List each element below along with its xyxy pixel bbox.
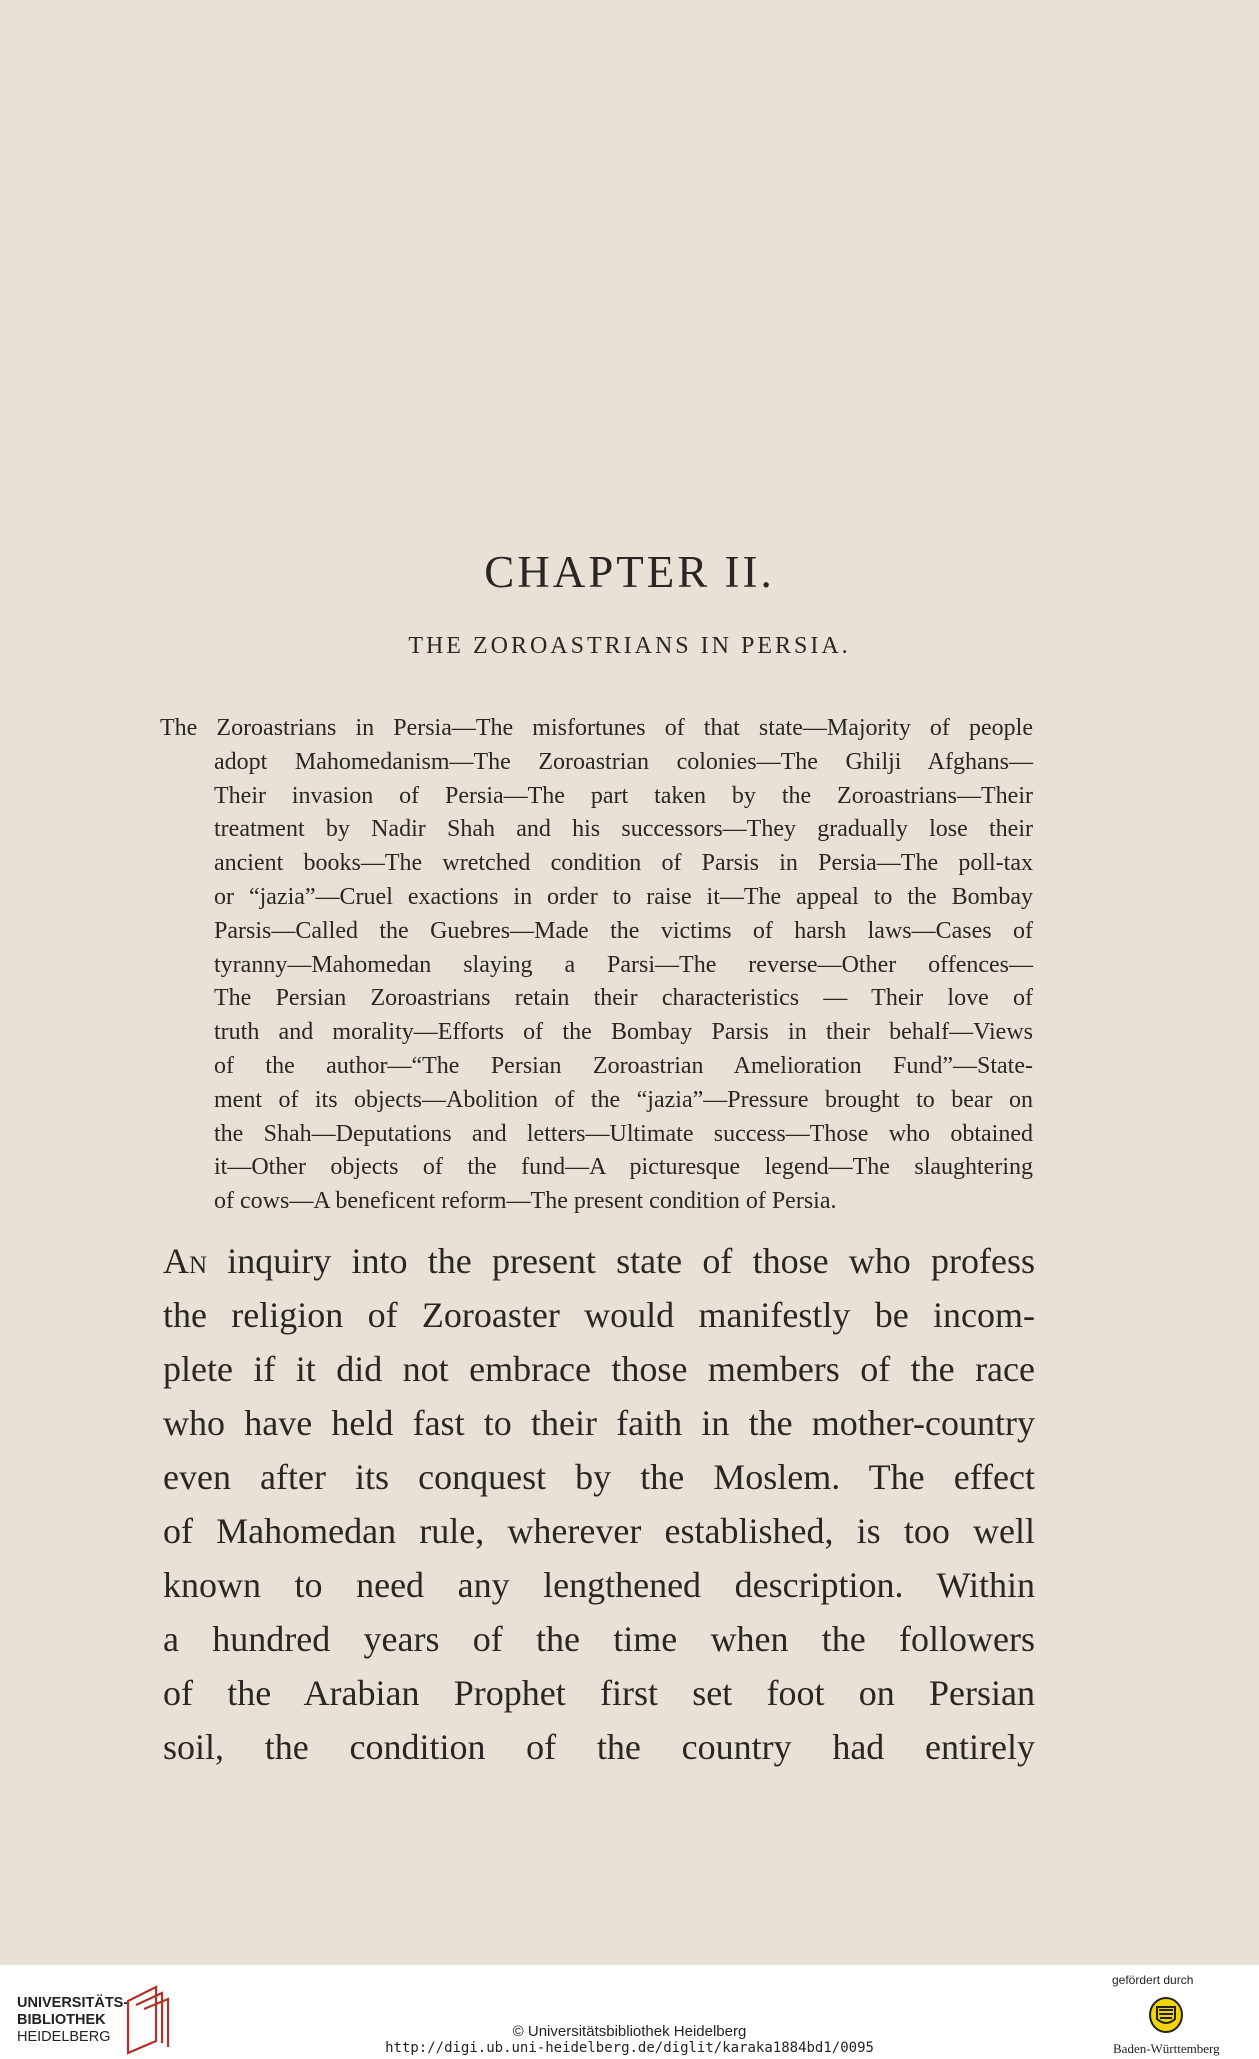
library-line: BIBLIOTHEK bbox=[17, 2012, 106, 2028]
coat-of-arms-icon bbox=[1148, 1995, 1184, 2035]
synopsis-line: Their invasion of Persia—The part taken by the Zoroastrians—Their bbox=[214, 782, 1033, 809]
synopsis-line: Parsis—Called the Guebres—Made the victims of harsh laws—Cases of bbox=[214, 917, 1033, 944]
chapter-synopsis bbox=[160, 712, 1033, 1219]
chapter-subtitle: THE ZOROASTRIANS IN PERSIA. bbox=[408, 633, 851, 659]
body-line: of Mahomedan rule, wherever established, is too well bbox=[163, 1511, 1035, 1551]
body-line: who have held fast to their faith in the mother-country bbox=[163, 1403, 1035, 1443]
source-url[interactable]: http://digi.ub.uni-heidelberg.de/diglit/karaka1884bd1/0095 bbox=[385, 2040, 874, 2056]
synopsis-line: The Persian Zoroastrians retain their characteristics — Their love of bbox=[214, 985, 1033, 1012]
synopsis-line: truth and morality—Efforts of the Bombay Parsis in their behalf—Views bbox=[214, 1019, 1033, 1046]
synopsis-line: The Zoroastrians in Persia—The misfortunes of that state—Majority of people bbox=[160, 715, 1033, 741]
body-line: of the Arabian Prophet first set foot on Persian bbox=[163, 1673, 1035, 1713]
synopsis-line: treatment by Nadir Shah and his successors—They gradually lose their bbox=[214, 816, 1033, 843]
digitization-footer bbox=[0, 1965, 1259, 2059]
synopsis-line: of the author—“The Persian Zoroastrian Amelioration Fund”—State- bbox=[214, 1052, 1033, 1079]
synopsis-line: adopt Mahomedanism—The Zoroastrian colonies—The Ghilji Afghans— bbox=[214, 748, 1033, 775]
body-paragraph bbox=[163, 1234, 1035, 1774]
synopsis-line: the Shah—Deputations and letters—Ultimate success—Those who obtained bbox=[214, 1120, 1033, 1147]
synopsis-line: or “jazia”—Cruel exactions in order to raise it—The appeal to the Bombay bbox=[214, 883, 1033, 910]
funded-by-label: gefördert durch bbox=[1112, 1973, 1194, 1987]
body-line-text: inquiry into the present state of those who profess bbox=[207, 1241, 1035, 1281]
opening-word: An bbox=[163, 1241, 208, 1281]
synopsis-line: of cows—A beneficent reform—The present condition of Persia. bbox=[214, 1188, 837, 1215]
chapter-title: CHAPTER II. bbox=[484, 547, 775, 597]
copyright-notice: © Universitätsbibliothek Heidelberg bbox=[512, 2023, 747, 2040]
library-line: HEIDELBERG bbox=[17, 2029, 111, 2045]
body-line: plete if it did not embrace those members of the race bbox=[163, 1349, 1035, 1389]
library-line: UNIVERSITÄTS- bbox=[17, 1995, 129, 2011]
body-line: even after its conquest by the Moslem. The effect bbox=[163, 1457, 1035, 1497]
body-line: a hundred years of the time when the followers bbox=[163, 1619, 1035, 1659]
synopsis-line: ment of its objects—Abolition of the “jazia”—Pressure brought to bear on bbox=[214, 1086, 1033, 1113]
body-line: soil, the condition of the country had entirely bbox=[163, 1727, 1035, 1767]
synopsis-line: it—Other objects of the fund—A picturesque legend—The slaughtering bbox=[214, 1154, 1033, 1181]
body-line: the religion of Zoroaster would manifestly be incom- bbox=[163, 1295, 1035, 1335]
sponsor-name: Baden-Württemberg bbox=[1113, 2041, 1220, 2056]
body-line: known to need any lengthened description. Within bbox=[163, 1565, 1035, 1605]
synopsis-line: ancient books—The wretched condition of Parsis in Persia—The poll-tax bbox=[214, 850, 1033, 877]
synopsis-line: tyranny—Mahomedan slaying a Parsi—The reverse—Other offences— bbox=[214, 951, 1033, 978]
body-line bbox=[163, 1234, 1035, 1288]
